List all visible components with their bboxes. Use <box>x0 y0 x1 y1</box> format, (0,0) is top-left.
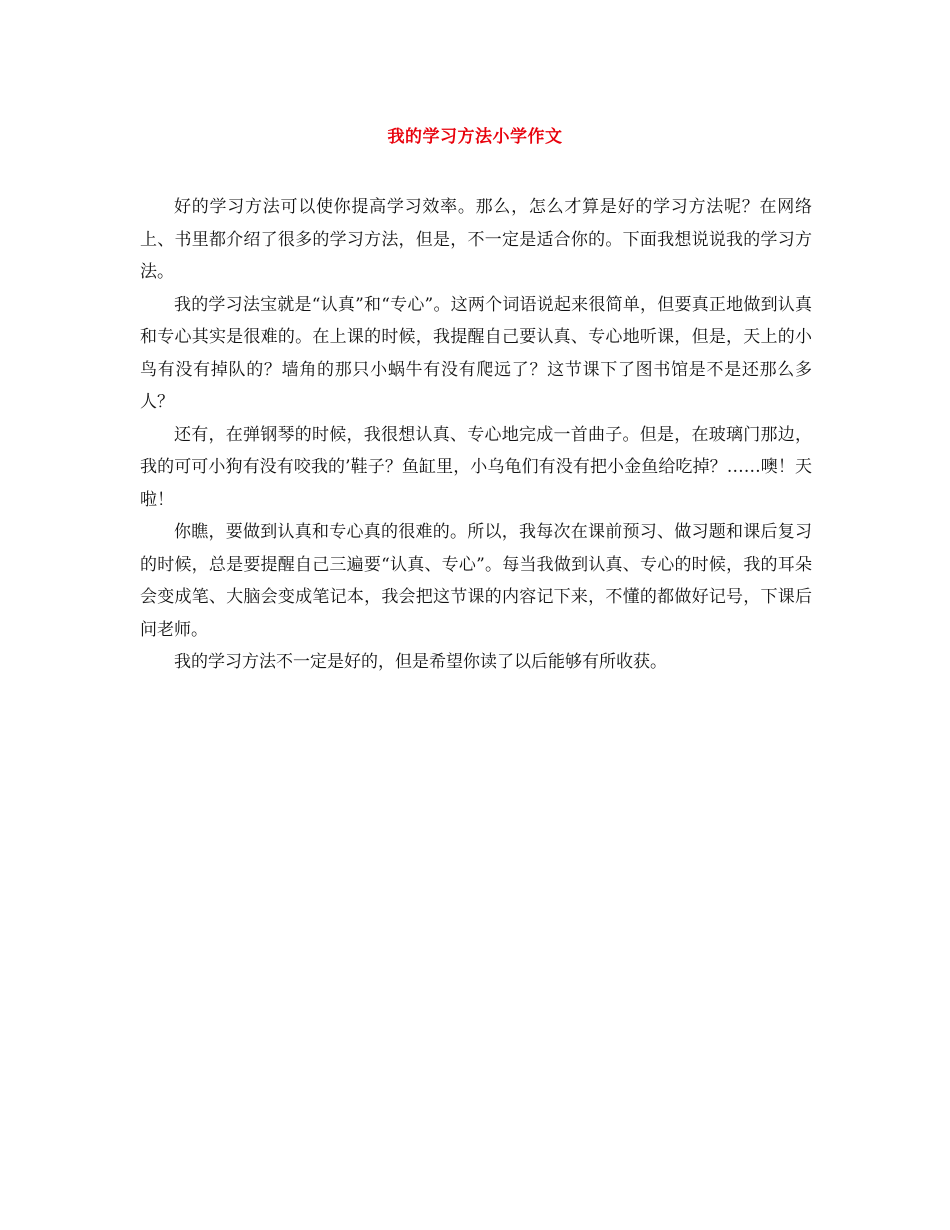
paragraph-2: 我的学习法宝就是“认真”和“专心”。这两个词语说起来很简单，但要真正地做到认真和专心其实是很难的。在上课的时候，我提醒自己要认真、专心地听课，但是，天上的小鸟有没有掉队的？墙角的那只小蜗牛有没有爬远了？这节课下了图书馆是不是还那么多人？ <box>140 294 812 412</box>
paragraph-4: 你瞧，要做到认真和专心真的很难的。所以，我每次在课前预习、做习题和课后复习的时候，总是要提醒自己三遍要“认真、专心”。每当我做到认真、专心的时候，我的耳朵会变成笔、大脑会变成笔记本，我会把这节课的内容记下来，不懂的都做好记号，下课后问老师。 <box>140 522 812 640</box>
paragraph-5: 我的学习方法不一定是好的，但是希望你读了以后能够有所收获。 <box>174 652 667 672</box>
document-title: 我的学习方法小学作文 <box>387 127 563 147</box>
paragraph-1: 好的学习方法可以使你提高学习效率。那么，怎么才算是好的学习方法呢？在网络上、书里都介绍了很多的学习方法，但是，不一定是适合你的。下面我想说说我的学习方法。 <box>140 197 812 282</box>
paragraph-3: 还有，在弹钢琴的时候，我很想认真、专心地完成一首曲子。但是，在玻璃门那边，我的可可小狗有没有咬我的’鞋子？鱼缸里，小乌龟们有没有把小金鱼给吃掉？……噢！天啦！ <box>140 424 812 510</box>
document-body <box>140 191 812 679</box>
